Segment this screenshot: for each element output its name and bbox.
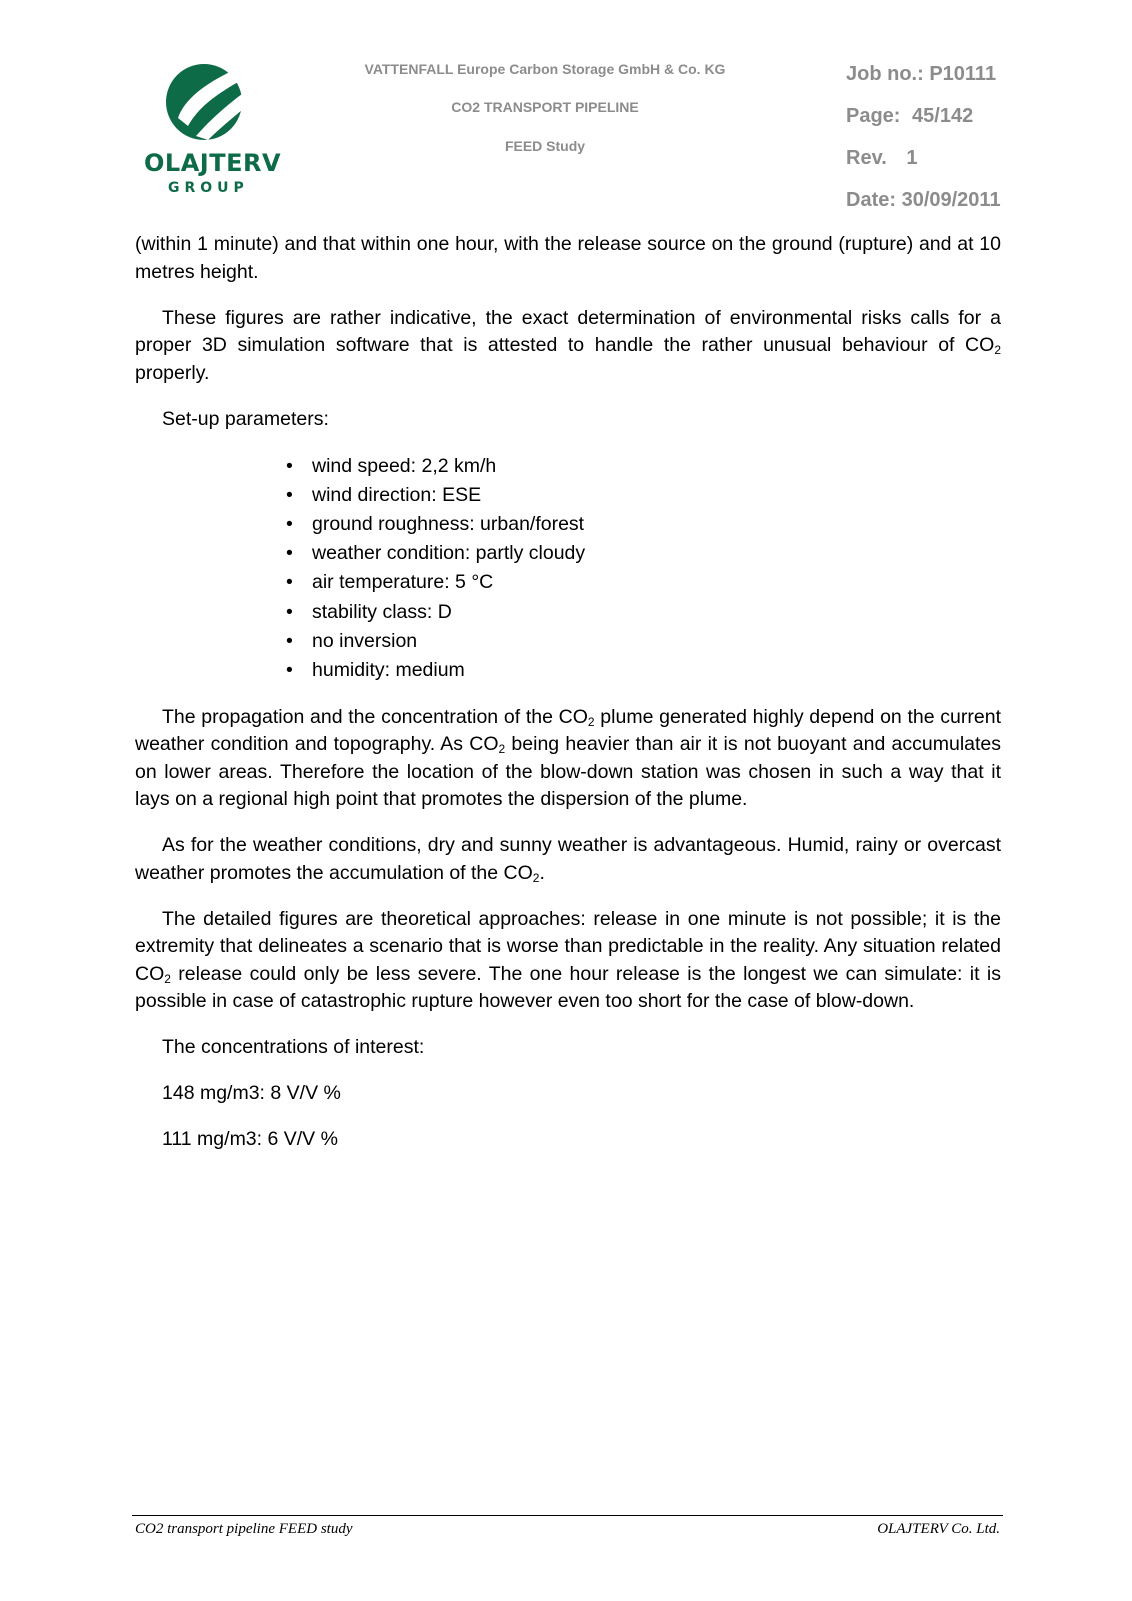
setup-heading: Set-up parameters: [162,407,329,430]
document-date: Date: 30/09/2011 [846,189,1001,211]
setup-parameter-list [135,452,1001,686]
logo-wordmark: OLAJTERV [144,149,282,177]
rev-value: 1 [906,147,918,169]
footer-divider [132,1515,1003,1516]
list-item: • humidity: medium [312,656,1001,685]
header-company: VATTENFALL Europe Carbon Storage GmbH & Co. KG [364,61,726,77]
header-study: FEED Study [504,138,586,154]
list-item: • wind speed: 2,2 km/h [312,452,1001,481]
concentration-line-2: 111 mg/m3: 6 V/V % [162,1128,338,1151]
page-label: Page: [846,105,901,127]
logo-subtitle: GROUP [168,180,249,196]
revision [846,147,917,170]
document-body [135,231,1001,1172]
footer-right: OLAJTERV Co. Ltd. [877,1521,1000,1537]
concentration-line-1: 148 mg/m3: 8 V/V % [162,1082,341,1105]
job-number: Job no.: P10111 [846,63,997,85]
concentrations-heading: The concentrations of interest: [162,1036,425,1059]
paragraph-indicative: These figures are rather indicative, the exact determination of environmental risks calls for a proper 3D simulation software that is attested to handle the rather unusual behaviour of $CO_2$ properly. [135,306,1001,384]
list-item: • no inversion [312,627,1001,656]
paragraph-theoretical: The detailed figures are theoretical approaches: release in one minute is not possible; it is the extremity that delineates a scenario that is worse than predictable in the reality. Any situation related $CO_2$ release could only be less severe. The one hour release is the longest we can simulate: it is possible in case of catastrophic rupture however even too short for the case of blow-down. [135,907,1001,1013]
footer-left: CO2 transport pipeline FEED study [135,1521,353,1537]
olajterv-logo-icon [138,60,276,200]
list-item: • air temperature: 5 °C [312,568,1001,597]
list-item: • ground roughness: urban/forest [312,510,1001,539]
rev-label: Rev. [846,147,887,169]
paragraph-propagation: The propagation and the concentration of the $CO_2$ plume generated highly depend on the current weather condition and topography. As $CO_2$ being heavier than air it is not buoyant and accumulates on lower areas. Therefore the location of the blow-down station was chosen in such a way that it lays on a regional high point that promotes the dispersion of the plume. [135,705,1002,811]
list-item: • stability class: D [312,598,1001,627]
list-item: • wind direction: ESE [312,481,1001,510]
list-item: • weather condition: partly cloudy [312,539,1001,568]
paragraph-weather: As for the weather conditions, dry and sunny weather is advantageous. Humid, rainy or overcast weather promotes the accumulation of the $CO_2$. [135,834,1001,885]
page-number [846,105,973,128]
header-project: CO2 TRANSPORT PIPELINE [451,99,639,115]
paragraph-continuation: (within 1 minute) and that within one hour, with the release source on the ground (rupture) and at 10 metres height. [135,233,1001,283]
page-value: 45/142 [912,105,974,127]
